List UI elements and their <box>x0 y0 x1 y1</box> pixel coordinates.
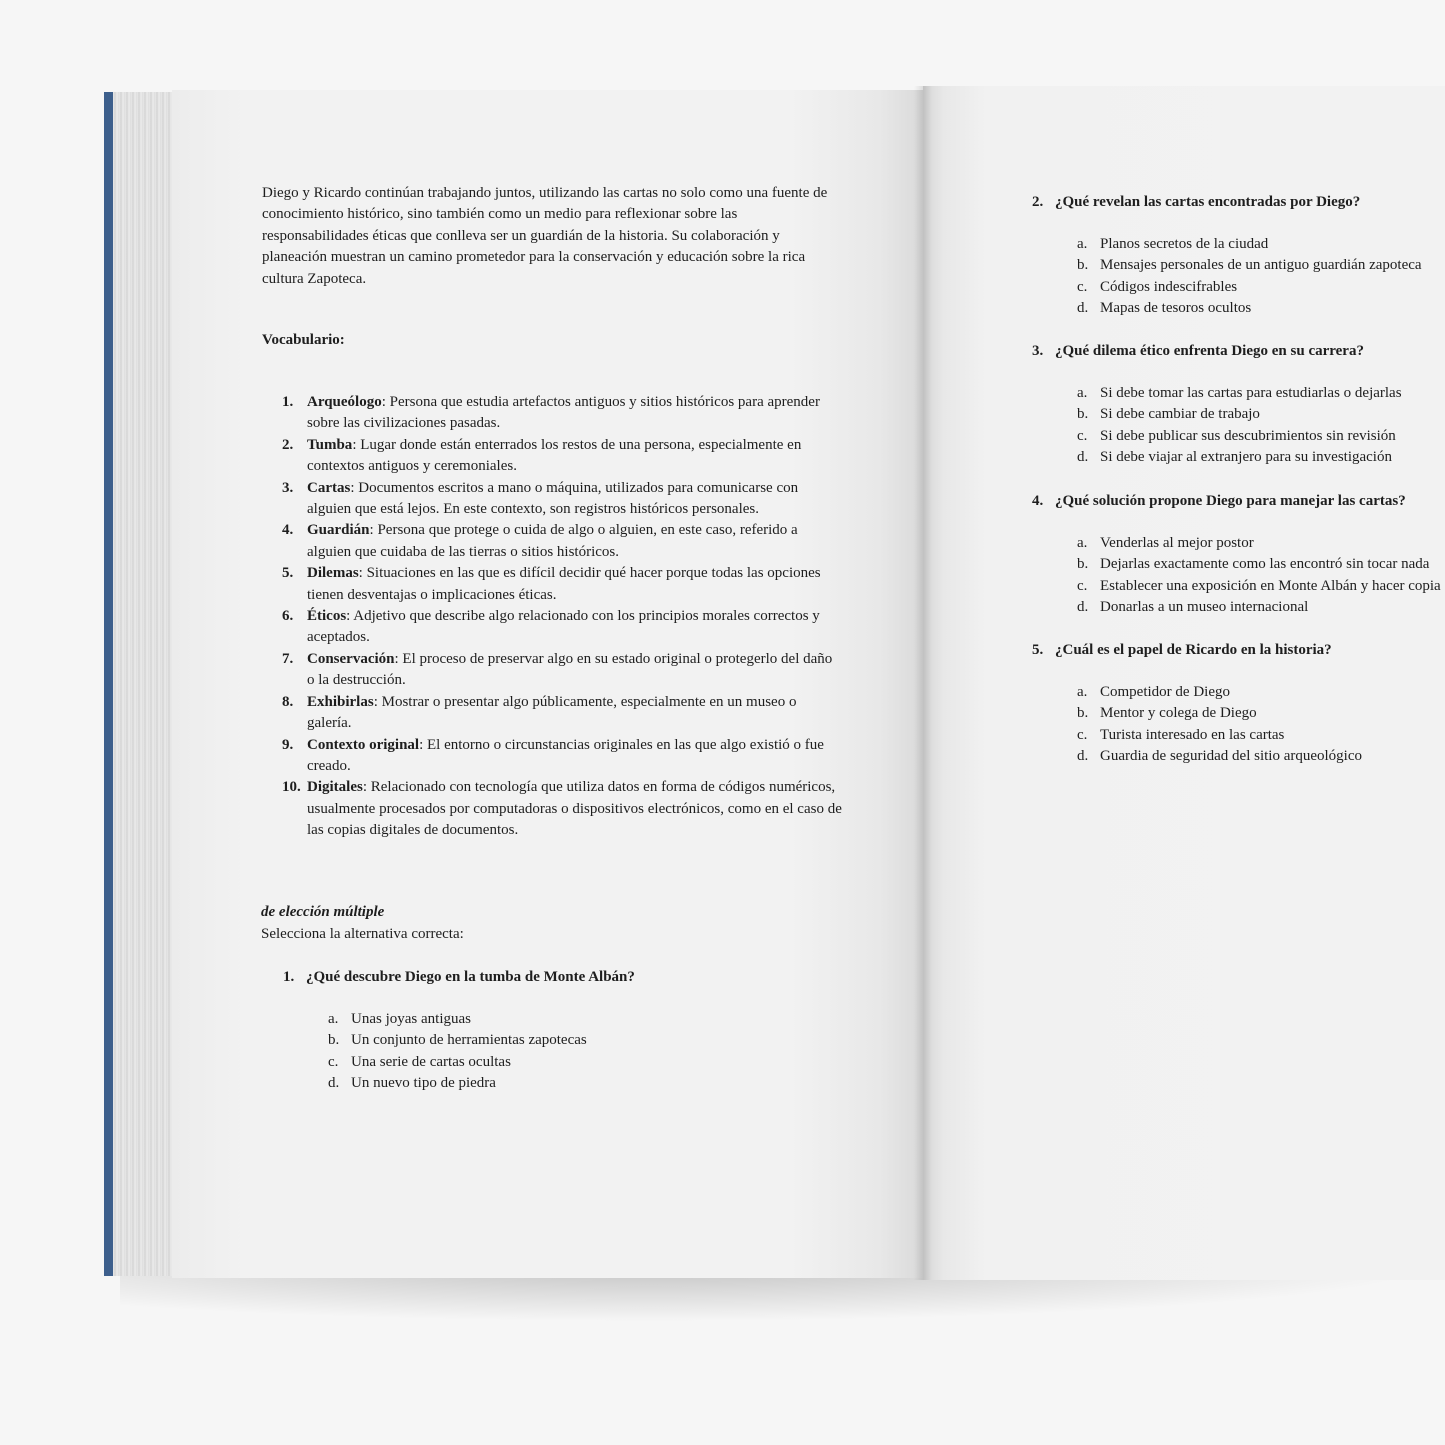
question-label: ¿Qué descubre Diego en la tumba de Monte Albán? <box>306 969 635 985</box>
question-label: ¿Qué solución propone Diego para manejar las cartas? <box>1055 493 1406 509</box>
option-letter: c. <box>1077 278 1088 295</box>
page-stack <box>113 92 175 1276</box>
option-text: Venderlas al mejor postor <box>1100 535 1254 551</box>
vocab-item <box>282 692 842 735</box>
option-letter: c. <box>328 1053 339 1070</box>
vocabulary-heading: Vocabulario: <box>262 332 345 348</box>
question-number: 5. <box>1032 642 1044 658</box>
option-letter: a. <box>1077 236 1088 252</box>
option-text: Mentor y colega de Diego <box>1100 705 1257 722</box>
option-letter: a. <box>1077 535 1088 551</box>
vocab-item <box>282 478 842 521</box>
question-2 <box>1032 192 1422 317</box>
question-label: ¿Cuál es el papel de Ricardo en la historia? <box>1055 642 1332 658</box>
option-letter: b. <box>1077 556 1089 573</box>
option-c <box>328 1052 587 1073</box>
question-5 <box>1032 640 1363 765</box>
option-a <box>328 1009 587 1030</box>
vocab-term: Contexto original <box>307 736 420 753</box>
question-text <box>1032 491 1406 512</box>
question-1 <box>283 967 635 1092</box>
vocab-item <box>282 606 842 649</box>
option-text: Establecer una exposición en Monte Albán y hacer copia <box>1100 577 1441 594</box>
options-list <box>328 1009 587 1095</box>
option-text: Códigos indescifrables <box>1100 278 1238 295</box>
option-letter: c. <box>1077 427 1088 444</box>
option-b <box>1077 703 1362 724</box>
option-text: Una serie de cartas ocultas <box>351 1053 511 1070</box>
option-letter: d. <box>1077 449 1089 466</box>
option-a <box>1077 533 1441 554</box>
question-number: 1. <box>283 969 295 985</box>
option-text: Planos secretos de la ciudad <box>1100 236 1269 252</box>
vocab-term: Exhibirlas <box>307 693 374 710</box>
option-a <box>1077 234 1422 255</box>
vocab-item <box>282 735 842 778</box>
option-letter: b. <box>1077 257 1089 274</box>
vocab-definition: : Situaciones en las que es difícil decidir qué hacer porque todas las opciones tienen desventajas o implicaciones éticas. <box>307 565 821 603</box>
option-d <box>1077 597 1441 618</box>
option-text: Si debe publicar sus descubrimientos sin revisión <box>1100 427 1396 444</box>
option-letter: c. <box>1077 726 1088 743</box>
vocab-item <box>282 520 842 563</box>
question-4 <box>1032 491 1441 616</box>
option-text: Turista interesado en las cartas <box>1100 726 1285 743</box>
option-text: Un conjunto de herramientas zapotecas <box>351 1032 587 1049</box>
vocab-definition: : El proceso de preservar algo en su estado original o protegerlo del daño o la destrucción. <box>307 650 833 689</box>
question-number: 2. <box>1032 194 1044 210</box>
question-text <box>1032 341 1364 362</box>
option-d <box>328 1073 587 1094</box>
question-text <box>1032 192 1360 213</box>
right-page-content <box>923 86 1445 1280</box>
question-number: 3. <box>1032 343 1044 359</box>
question-label: ¿Qué dilema ético enfrenta Diego en su carrera? <box>1055 343 1364 359</box>
vocab-term: Cartas <box>307 479 351 496</box>
book-cover-edge <box>104 92 113 1276</box>
vocab-definition: : Mostrar o presentar algo públicamente, especialmente en un museo o galería. <box>307 693 797 732</box>
vocab-item <box>282 777 842 841</box>
option-a <box>1077 682 1362 703</box>
option-text: Guardia de seguridad del sitio arqueológico <box>1100 748 1363 765</box>
option-letter: d. <box>1077 748 1089 765</box>
option-a <box>1077 383 1402 404</box>
options-list <box>1077 533 1441 619</box>
option-letter: b. <box>1077 406 1089 423</box>
vocab-term: Guardián <box>307 522 370 539</box>
option-letter: d. <box>328 1075 340 1092</box>
option-d <box>1077 447 1402 468</box>
options-list <box>1077 383 1402 469</box>
option-text: Unas joyas antiguas <box>351 1011 471 1027</box>
option-d <box>1077 746 1362 767</box>
multiple-choice-instructions: Selecciona la alternativa correcta: <box>261 926 464 942</box>
vocab-definition: : Lugar donde están enterrados los restos de una persona, especialmente en contextos antiguos y ceremoniales. <box>307 436 802 475</box>
option-b <box>328 1030 587 1051</box>
option-text: Mapas de tesoros ocultos <box>1100 300 1252 317</box>
option-letter: d. <box>1077 300 1089 317</box>
vocab-number: 6. <box>282 608 294 625</box>
vocab-term: Arqueólogo <box>307 394 382 410</box>
vocab-definition: : Documentos escritos a mano o máquina, utilizados para comunicarse con alguien que está lejos. En este contexto, son registros históricos personales. <box>307 479 799 518</box>
question-text <box>1032 640 1332 661</box>
vocab-term: Digitales <box>307 779 363 796</box>
vocab-number: 5. <box>282 565 294 582</box>
option-letter: a. <box>1077 385 1088 401</box>
vocab-number: 10. <box>282 779 301 796</box>
vocab-item <box>282 563 842 606</box>
option-c <box>1077 277 1422 298</box>
option-letter: b. <box>328 1032 340 1049</box>
vocab-definition: : Persona que protege o cuida de algo o alguien, en este caso, referido a alguien que cuidaba de las tierras o sitios históricos. <box>307 522 798 560</box>
option-text: Si debe tomar las cartas para estudiarlas o dejarlas <box>1100 385 1402 401</box>
option-letter: d. <box>1077 599 1089 616</box>
option-c <box>1077 725 1362 746</box>
intro-paragraph: Diego y Ricardo continúan trabajando juntos, utilizando las cartas no solo como una fuente de conocimiento histórico, sino también como un medio para reflexionar sobre las responsabilidades éticas que conlleva ser un guardián de la historia. Su colaboración y planeación muestran un camino prometedor para la conservación y educación sobre la rica cultura Zapoteca. <box>262 185 828 287</box>
question-number: 4. <box>1032 493 1044 509</box>
vocab-definition: : Relacionado con tecnología que utiliza datos en forma de códigos numéricos, usualmente procesados por computadoras o dispositivos electrónicos, como en el caso de las copias digitales de documentos. <box>307 779 842 839</box>
vocab-number: 1. <box>282 394 294 410</box>
option-c <box>1077 576 1441 597</box>
vocab-term: Conservación <box>307 650 395 667</box>
option-text: Mensajes personales de un antiguo guardián zapoteca <box>1100 257 1422 274</box>
vocab-item <box>282 392 842 435</box>
vocab-term: Tumba <box>307 436 353 453</box>
vocab-number: 8. <box>282 693 294 710</box>
vocab-number: 7. <box>282 650 294 667</box>
vocabulary-list <box>282 392 842 842</box>
options-list <box>1077 682 1362 768</box>
option-b <box>1077 404 1402 425</box>
vocab-number: 9. <box>282 736 294 753</box>
option-letter: b. <box>1077 705 1089 722</box>
vocab-definition: : Persona que estudia artefactos antiguos y sitios históricos para aprender sobre las civilizaciones pasadas. <box>307 394 820 432</box>
option-text: Competidor de Diego <box>1100 684 1230 700</box>
option-text: Dejarlas exactamente como las encontró sin tocar nada <box>1100 556 1430 573</box>
option-c <box>1077 426 1402 447</box>
option-text: Si debe cambiar de trabajo <box>1100 406 1260 423</box>
question-text <box>283 967 635 988</box>
vocab-definition: : Adjetivo que describe algo relacionado con los principios morales correctos y aceptados. <box>307 608 820 646</box>
options-list <box>1077 234 1422 320</box>
option-d <box>1077 298 1422 319</box>
vocab-term: Dilemas <box>307 565 359 582</box>
multiple-choice-heading: de elección múltiple <box>261 904 385 920</box>
question-label: ¿Qué revelan las cartas encontradas por Diego? <box>1055 194 1361 210</box>
option-letter: a. <box>1077 684 1088 700</box>
vocab-number: 2. <box>282 436 294 453</box>
vocab-definition: : El entorno o circunstancias originales en las que algo existió o fue creado. <box>307 736 824 774</box>
vocab-term: Éticos <box>307 608 347 625</box>
question-3 <box>1032 341 1402 466</box>
option-letter: a. <box>328 1011 339 1027</box>
option-b <box>1077 255 1422 276</box>
vocab-item <box>282 649 842 692</box>
option-text: Donarlas a un museo internacional <box>1100 599 1309 616</box>
vocab-item <box>282 435 842 478</box>
option-letter: c. <box>1077 577 1088 594</box>
vocab-number: 3. <box>282 479 294 496</box>
vocab-number: 4. <box>282 522 294 539</box>
option-text: Un nuevo tipo de piedra <box>351 1075 496 1092</box>
option-b <box>1077 554 1441 575</box>
option-text: Si debe viajar al extranjero para su investigación <box>1100 449 1392 466</box>
